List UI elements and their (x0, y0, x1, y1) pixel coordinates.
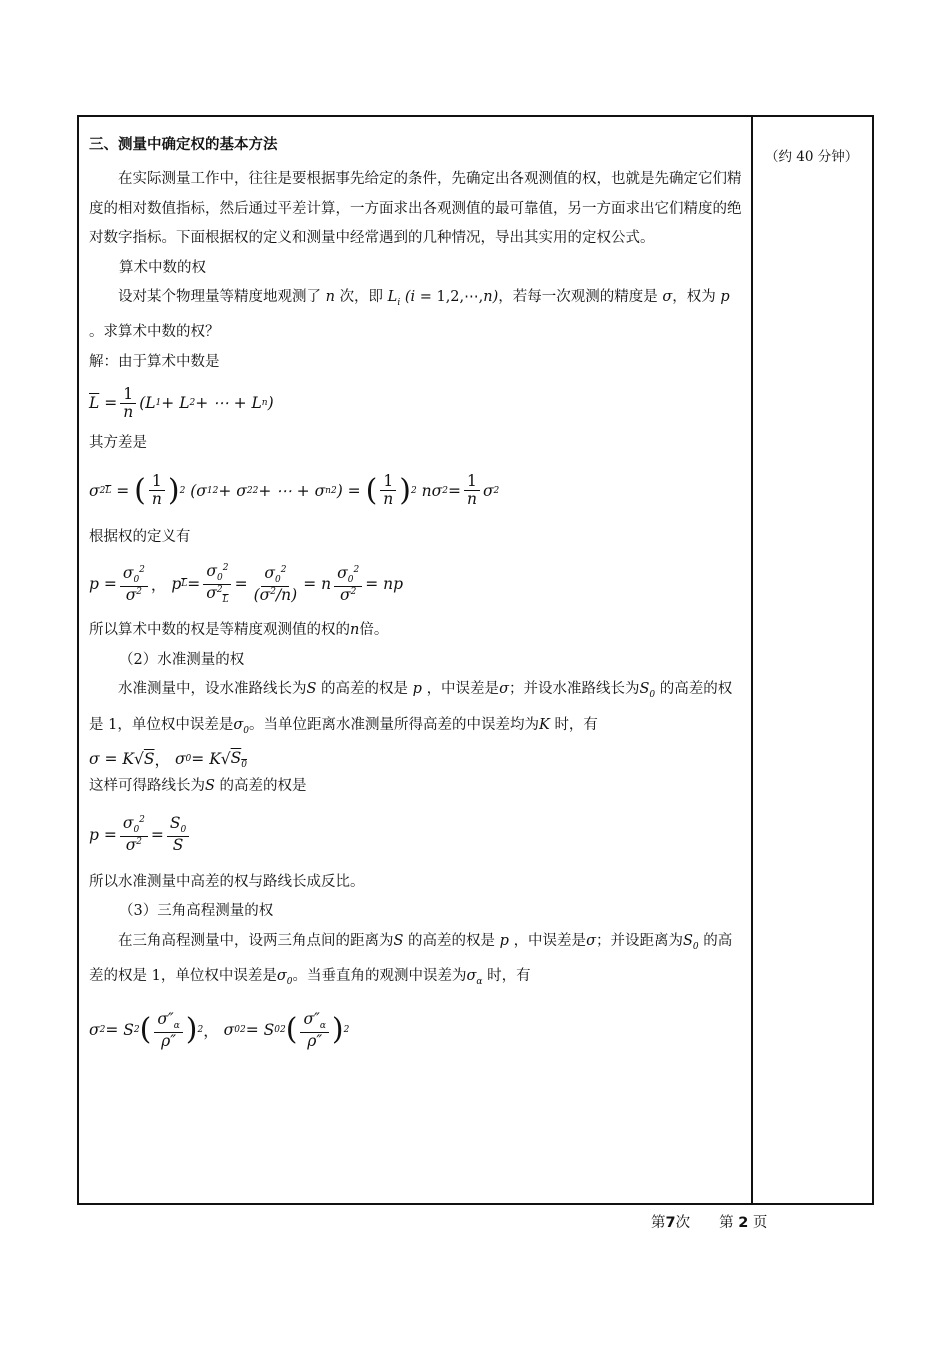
s2-conclusion: 所以水准测量中高差的权与路线长成反比。 (89, 873, 365, 890)
s2-title: （2）水准测量的权 (119, 651, 245, 668)
main-column (89, 131, 745, 1063)
s1-title: 算术中数的权 (119, 259, 206, 276)
s1-problem: 设对某个物理量等精度地观测了 n 次，即 $L_i$ (i = 1,2,⋯,n)，若每一次观测的精度是 σ，权为 p 。求算术中数的权？ (89, 289, 730, 341)
section-heading: 三、测量中确定权的基本方法 (89, 137, 278, 153)
trig-formula: σ 2 = S 2 ( $\frac{\sigma''_\alpha}{\rho''}$ ) 2 ， σ 0 2 = S 0 2 ( $\frac{\sigma''_\alpha}{\rho''}$ ) 2 (89, 1009, 350, 1050)
mean-formula: $\overline{L}$ = $\frac{1}{n}$ (L 1 + L 2 + ⋯ + L n ) (89, 384, 274, 421)
variance-label: 其方差是 (89, 435, 147, 452)
s2-result-label: 这样可得路线长为S 的高差的权是 (89, 778, 307, 795)
content-table (77, 115, 874, 1205)
s1-solution-label: 解：由于算术中数是 (89, 353, 220, 370)
s2-paragraph: 水准测量中，设水准路线长为S 的高差的权是 p ，中误差是σ；并设水准路线长为$S_0$ 的高差的权是 1，单位权中误差是$\sigma_0$。当单位距离水准测量所得高差的中误差均为K 时，有 (89, 681, 733, 736)
sigma-k-formula: σ = K√ S ， σ 0 = K√ $S_0$ (89, 748, 248, 770)
variance-formula: σ 2 $\overline{L}$ = ( $\frac{1}{n}$ ) 2 (σ 1 2 + σ 2 2 + ⋯ + σ n 2 ) = ( $\frac{1}{n}$ ) 2 nσ 2 = $\frac{1}{n}$ σ 2 (89, 472, 500, 509)
s3-paragraph: 在三角高程测量中，设两三角点间的距离为S 的高差的权是 p ，中误差是σ；并设距离为$S_0$ 的高差的权是 1，单位权中误差是$\sigma_0$。当垂直角的观测中误差为$\sigma_\alpha$ 时，有 (89, 932, 733, 987)
level-weight-formula: p = $\frac{\sigma_0^2}{\sigma^2}$ = $\frac{S_0}{S}$ (89, 808, 745, 862)
column-divider (751, 117, 753, 1203)
time-note: （约 40 分钟） (765, 149, 859, 165)
intro-paragraph: 在实际测量工作中，往往是要根据事先给定的条件，先确定出各观测值的权，也就是先确定它们精度的相对数值指标，然后通过平差计算，一方面求出各观测值的最可靠值，另一方面求出它们精度的绝对数字指标。下面根据权的定义和测量中经常遇到的几种情况，导出其实用的定权公式。 (89, 171, 742, 246)
page-number: 2 (738, 1215, 749, 1231)
s1-conclusion: 所以算术中数的权是等精度观测值的权的n倍。 (89, 622, 389, 639)
weight-formula: p = $\frac{\sigma_0^2}{\sigma^2}$ ， p $\overline{L}$ = $\frac{\sigma_0^2}{\sigma^2_{\overline{L}}}$ = $\frac{\sigma_0^2}{(\sigma^2/n)}$ = n $\frac{\sigma_0^2}{\sigma^2}$ = np (89, 561, 404, 605)
s3-title: （3）三角高程测量的权 (119, 903, 274, 920)
weight-def-label: 根据权的定义有 (89, 528, 191, 545)
session-number: 7 (665, 1215, 676, 1231)
page-footer: 第7次 第 2 页 (651, 1215, 768, 1231)
